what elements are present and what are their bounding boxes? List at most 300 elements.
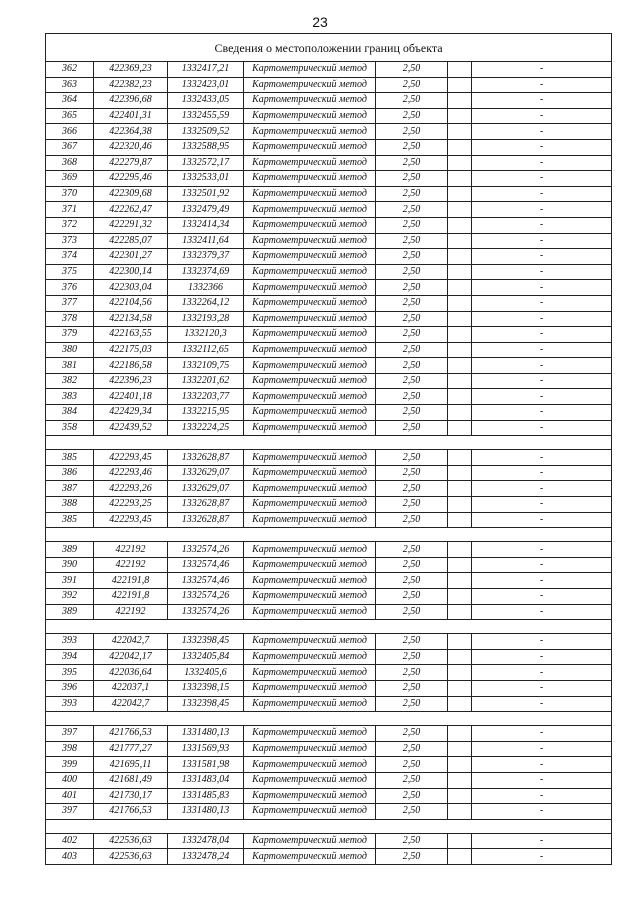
table-row [46, 311, 612, 327]
empty-cell [448, 512, 472, 528]
description-cell: - [472, 233, 612, 249]
point-number-cell: 369 [46, 171, 94, 187]
empty-cell [448, 757, 472, 773]
empty-cell [448, 497, 472, 513]
table-row [46, 93, 612, 109]
method-cell: Картометрический метод [244, 389, 376, 405]
separator-cell [376, 712, 448, 726]
accuracy-cell: 2,50 [376, 557, 448, 573]
separator-cell [472, 528, 612, 542]
point-number-cell: 392 [46, 589, 94, 605]
separator-cell [94, 712, 168, 726]
separator-cell [376, 436, 448, 450]
y-coordinate-cell: 1331581,98 [168, 757, 244, 773]
point-number-cell: 362 [46, 62, 94, 78]
separator-cell [448, 620, 472, 634]
accuracy-cell: 2,50 [376, 804, 448, 820]
x-coordinate-cell: 422192 [94, 542, 168, 558]
table-row [46, 849, 612, 865]
y-coordinate-cell: 1332417,21 [168, 62, 244, 78]
point-number-cell: 395 [46, 665, 94, 681]
description-cell: - [472, 155, 612, 171]
point-number-cell: 400 [46, 772, 94, 788]
table-row [46, 358, 612, 374]
point-number-cell: 381 [46, 358, 94, 374]
empty-cell [448, 77, 472, 93]
point-number-cell: 397 [46, 804, 94, 820]
x-coordinate-cell: 422192 [94, 557, 168, 573]
x-coordinate-cell: 422285,07 [94, 233, 168, 249]
y-coordinate-cell: 1332574,26 [168, 589, 244, 605]
method-cell: Картометрический метод [244, 217, 376, 233]
table-row [46, 171, 612, 187]
x-coordinate-cell: 422320,46 [94, 139, 168, 155]
empty-cell [448, 726, 472, 742]
point-number-cell: 402 [46, 833, 94, 849]
point-number-cell: 396 [46, 680, 94, 696]
separator-cell [448, 712, 472, 726]
table-row [46, 557, 612, 573]
empty-cell [448, 202, 472, 218]
x-coordinate-cell: 422536,63 [94, 849, 168, 865]
point-number-cell: 370 [46, 186, 94, 202]
method-cell: Картометрический метод [244, 634, 376, 650]
accuracy-cell: 2,50 [376, 108, 448, 124]
empty-cell [448, 573, 472, 589]
x-coordinate-cell: 422293,25 [94, 497, 168, 513]
y-coordinate-cell: 1332120,3 [168, 327, 244, 343]
empty-cell [448, 139, 472, 155]
accuracy-cell: 2,50 [376, 93, 448, 109]
description-cell: - [472, 804, 612, 820]
y-coordinate-cell: 1332533,01 [168, 171, 244, 187]
point-number-cell: 386 [46, 465, 94, 481]
accuracy-cell: 2,50 [376, 833, 448, 849]
point-number-cell: 389 [46, 604, 94, 620]
separator-cell [244, 620, 376, 634]
empty-cell [448, 833, 472, 849]
y-coordinate-cell: 1332509,52 [168, 124, 244, 140]
page-number: 23 [312, 14, 328, 30]
empty-cell [448, 373, 472, 389]
y-coordinate-cell: 1332574,46 [168, 573, 244, 589]
x-coordinate-cell: 422401,31 [94, 108, 168, 124]
method-cell: Картометрический метод [244, 77, 376, 93]
y-coordinate-cell: 1332398,45 [168, 634, 244, 650]
point-number-cell: 377 [46, 295, 94, 311]
empty-cell [448, 542, 472, 558]
description-cell: - [472, 405, 612, 421]
separator-cell [448, 436, 472, 450]
y-coordinate-cell: 1332411,64 [168, 233, 244, 249]
table-row [46, 202, 612, 218]
method-cell: Картометрический метод [244, 604, 376, 620]
empty-cell [448, 358, 472, 374]
method-cell: Картометрический метод [244, 311, 376, 327]
description-cell: - [472, 589, 612, 605]
method-cell: Картометрический метод [244, 171, 376, 187]
accuracy-cell: 2,50 [376, 77, 448, 93]
method-cell: Картометрический метод [244, 264, 376, 280]
description-cell: - [472, 358, 612, 374]
table-row [46, 264, 612, 280]
y-coordinate-cell: 1331485,83 [168, 788, 244, 804]
accuracy-cell: 2,50 [376, 741, 448, 757]
group-separator [46, 620, 612, 634]
description-cell: - [472, 124, 612, 140]
x-coordinate-cell: 422104,56 [94, 295, 168, 311]
point-number-cell: 399 [46, 757, 94, 773]
point-number-cell: 380 [46, 342, 94, 358]
accuracy-cell: 2,50 [376, 696, 448, 712]
empty-cell [448, 311, 472, 327]
table-row [46, 804, 612, 820]
accuracy-cell: 2,50 [376, 497, 448, 513]
description-cell: - [472, 726, 612, 742]
x-coordinate-cell: 422279,87 [94, 155, 168, 171]
empty-cell [448, 788, 472, 804]
point-number-cell: 401 [46, 788, 94, 804]
description-cell: - [472, 788, 612, 804]
method-cell: Картометрический метод [244, 772, 376, 788]
description-cell: - [472, 280, 612, 296]
description-cell: - [472, 512, 612, 528]
y-coordinate-cell: 1332374,69 [168, 264, 244, 280]
method-cell: Картометрический метод [244, 542, 376, 558]
empty-cell [448, 186, 472, 202]
y-coordinate-cell: 1332628,87 [168, 497, 244, 513]
empty-cell [448, 405, 472, 421]
y-coordinate-cell: 1332193,28 [168, 311, 244, 327]
description-cell: - [472, 202, 612, 218]
point-number-cell: 385 [46, 512, 94, 528]
y-coordinate-cell: 1332629,07 [168, 481, 244, 497]
accuracy-cell: 2,50 [376, 788, 448, 804]
accuracy-cell: 2,50 [376, 481, 448, 497]
table-row [46, 295, 612, 311]
x-coordinate-cell: 422293,45 [94, 450, 168, 466]
y-coordinate-cell: 1332588,95 [168, 139, 244, 155]
x-coordinate-cell: 422191,8 [94, 573, 168, 589]
method-cell: Картометрический метод [244, 557, 376, 573]
empty-cell [448, 62, 472, 78]
method-cell: Картометрический метод [244, 465, 376, 481]
method-cell: Картометрический метод [244, 512, 376, 528]
y-coordinate-cell: 1332574,46 [168, 557, 244, 573]
x-coordinate-cell: 421681,49 [94, 772, 168, 788]
empty-cell [448, 849, 472, 865]
separator-cell [244, 712, 376, 726]
method-cell: Картометрический метод [244, 788, 376, 804]
empty-cell [448, 264, 472, 280]
table-row [46, 696, 612, 712]
method-cell: Картометрический метод [244, 573, 376, 589]
x-coordinate-cell: 421766,53 [94, 804, 168, 820]
accuracy-cell: 2,50 [376, 264, 448, 280]
table-row [46, 450, 612, 466]
separator-cell [244, 819, 376, 833]
y-coordinate-cell: 1332405,6 [168, 665, 244, 681]
method-cell: Картометрический метод [244, 280, 376, 296]
x-coordinate-cell: 422396,68 [94, 93, 168, 109]
accuracy-cell: 2,50 [376, 573, 448, 589]
table-row [46, 77, 612, 93]
method-cell: Картометрический метод [244, 696, 376, 712]
method-cell: Картометрический метод [244, 589, 376, 605]
point-number-cell: 372 [46, 217, 94, 233]
accuracy-cell: 2,50 [376, 405, 448, 421]
point-number-cell: 382 [46, 373, 94, 389]
description-cell: - [472, 757, 612, 773]
method-cell: Картометрический метод [244, 665, 376, 681]
description-cell: - [472, 833, 612, 849]
table-row [46, 772, 612, 788]
point-number-cell: 371 [46, 202, 94, 218]
y-coordinate-cell: 1332414,34 [168, 217, 244, 233]
separator-cell [46, 528, 94, 542]
group-separator [46, 436, 612, 450]
empty-cell [448, 465, 472, 481]
description-cell: - [472, 249, 612, 265]
point-number-cell: 397 [46, 726, 94, 742]
table-title-row [46, 34, 612, 62]
point-number-cell: 374 [46, 249, 94, 265]
empty-cell [448, 680, 472, 696]
method-cell: Картометрический метод [244, 233, 376, 249]
x-coordinate-cell: 422042,7 [94, 634, 168, 650]
accuracy-cell: 2,50 [376, 757, 448, 773]
separator-cell [376, 528, 448, 542]
y-coordinate-cell: 1332478,24 [168, 849, 244, 865]
point-number-cell: 387 [46, 481, 94, 497]
method-cell: Картометрический метод [244, 358, 376, 374]
method-cell: Картометрический метод [244, 373, 376, 389]
x-coordinate-cell: 422300,14 [94, 264, 168, 280]
description-cell: - [472, 217, 612, 233]
table-row [46, 589, 612, 605]
x-coordinate-cell: 422163,55 [94, 327, 168, 343]
point-number-cell: 388 [46, 497, 94, 513]
point-number-cell: 364 [46, 93, 94, 109]
y-coordinate-cell: 1332423,01 [168, 77, 244, 93]
empty-cell [448, 124, 472, 140]
x-coordinate-cell: 422295,46 [94, 171, 168, 187]
x-coordinate-cell: 422364,38 [94, 124, 168, 140]
table-row [46, 124, 612, 140]
separator-cell [168, 620, 244, 634]
description-cell: - [472, 741, 612, 757]
boundary-table [45, 33, 612, 865]
point-number-cell: 365 [46, 108, 94, 124]
table-row [46, 680, 612, 696]
group-separator [46, 528, 612, 542]
y-coordinate-cell: 1332629,07 [168, 465, 244, 481]
description-cell: - [472, 171, 612, 187]
accuracy-cell: 2,50 [376, 680, 448, 696]
x-coordinate-cell: 422042,17 [94, 649, 168, 665]
empty-cell [448, 171, 472, 187]
description-cell: - [472, 649, 612, 665]
y-coordinate-cell: 1331480,13 [168, 726, 244, 742]
description-cell: - [472, 604, 612, 620]
point-number-cell: 383 [46, 389, 94, 405]
accuracy-cell: 2,50 [376, 249, 448, 265]
separator-cell [376, 620, 448, 634]
x-coordinate-cell: 422369,23 [94, 62, 168, 78]
table-row [46, 634, 612, 650]
x-coordinate-cell: 422186,58 [94, 358, 168, 374]
x-coordinate-cell: 421766,53 [94, 726, 168, 742]
empty-cell [448, 772, 472, 788]
table-row [46, 465, 612, 481]
description-cell: - [472, 342, 612, 358]
table-row [46, 139, 612, 155]
y-coordinate-cell: 1332628,87 [168, 450, 244, 466]
table-row [46, 327, 612, 343]
accuracy-cell: 2,50 [376, 295, 448, 311]
method-cell: Картометрический метод [244, 497, 376, 513]
x-coordinate-cell: 422382,23 [94, 77, 168, 93]
method-cell: Картометрический метод [244, 62, 376, 78]
empty-cell [448, 327, 472, 343]
y-coordinate-cell: 1332109,75 [168, 358, 244, 374]
separator-cell [244, 528, 376, 542]
table-row [46, 741, 612, 757]
separator-cell [46, 620, 94, 634]
method-cell: Картометрический метод [244, 649, 376, 665]
table-row [46, 217, 612, 233]
description-cell: - [472, 373, 612, 389]
point-number-cell: 379 [46, 327, 94, 343]
accuracy-cell: 2,50 [376, 280, 448, 296]
table-row [46, 155, 612, 171]
point-number-cell: 391 [46, 573, 94, 589]
point-number-cell: 393 [46, 696, 94, 712]
group-separator [46, 712, 612, 726]
y-coordinate-cell: 1332574,26 [168, 542, 244, 558]
empty-cell [448, 804, 472, 820]
x-coordinate-cell: 422536,63 [94, 833, 168, 849]
method-cell: Картометрический метод [244, 757, 376, 773]
point-number-cell: 373 [46, 233, 94, 249]
accuracy-cell: 2,50 [376, 589, 448, 605]
separator-cell [472, 712, 612, 726]
x-coordinate-cell: 422191,8 [94, 589, 168, 605]
x-coordinate-cell: 422134,58 [94, 311, 168, 327]
method-cell: Картометрический метод [244, 93, 376, 109]
y-coordinate-cell: 1332398,45 [168, 696, 244, 712]
table-row [46, 649, 612, 665]
x-coordinate-cell: 422036,64 [94, 665, 168, 681]
x-coordinate-cell: 422293,46 [94, 465, 168, 481]
table-row [46, 108, 612, 124]
y-coordinate-cell: 1331480,13 [168, 804, 244, 820]
description-cell: - [472, 139, 612, 155]
method-cell: Картометрический метод [244, 108, 376, 124]
description-cell: - [472, 311, 612, 327]
empty-cell [448, 741, 472, 757]
table-row [46, 481, 612, 497]
table-row [46, 62, 612, 78]
accuracy-cell: 2,50 [376, 202, 448, 218]
description-cell: - [472, 542, 612, 558]
table-row [46, 405, 612, 421]
point-number-cell: 403 [46, 849, 94, 865]
description-cell: - [472, 186, 612, 202]
table-row [46, 186, 612, 202]
separator-cell [168, 436, 244, 450]
accuracy-cell: 2,50 [376, 420, 448, 436]
x-coordinate-cell: 422303,04 [94, 280, 168, 296]
point-number-cell: 367 [46, 139, 94, 155]
x-coordinate-cell: 422309,68 [94, 186, 168, 202]
description-cell: - [472, 62, 612, 78]
y-coordinate-cell: 1332112,65 [168, 342, 244, 358]
point-number-cell: 375 [46, 264, 94, 280]
point-number-cell: 366 [46, 124, 94, 140]
table-row [46, 512, 612, 528]
accuracy-cell: 2,50 [376, 139, 448, 155]
accuracy-cell: 2,50 [376, 373, 448, 389]
accuracy-cell: 2,50 [376, 465, 448, 481]
method-cell: Картометрический метод [244, 327, 376, 343]
point-number-cell: 368 [46, 155, 94, 171]
description-cell: - [472, 327, 612, 343]
method-cell: Картометрический метод [244, 804, 376, 820]
group-separator [46, 819, 612, 833]
empty-cell [448, 93, 472, 109]
x-coordinate-cell: 422291,32 [94, 217, 168, 233]
x-coordinate-cell: 421777,27 [94, 741, 168, 757]
separator-cell [94, 620, 168, 634]
point-number-cell: 363 [46, 77, 94, 93]
accuracy-cell: 2,50 [376, 634, 448, 650]
method-cell: Картометрический метод [244, 450, 376, 466]
separator-cell [448, 819, 472, 833]
accuracy-cell: 2,50 [376, 124, 448, 140]
accuracy-cell: 2,50 [376, 389, 448, 405]
description-cell: - [472, 450, 612, 466]
method-cell: Картометрический метод [244, 833, 376, 849]
description-cell: - [472, 573, 612, 589]
y-coordinate-cell: 1332572,17 [168, 155, 244, 171]
x-coordinate-cell: 422429,34 [94, 405, 168, 421]
table-row [46, 788, 612, 804]
separator-cell [472, 819, 612, 833]
empty-cell [448, 481, 472, 497]
x-coordinate-cell: 422037,1 [94, 680, 168, 696]
accuracy-cell: 2,50 [376, 604, 448, 620]
accuracy-cell: 2,50 [376, 327, 448, 343]
description-cell: - [472, 557, 612, 573]
table-title: Сведения о местоположении границ объекта [46, 34, 612, 62]
empty-cell [448, 280, 472, 296]
separator-cell [94, 819, 168, 833]
x-coordinate-cell: 422293,45 [94, 512, 168, 528]
y-coordinate-cell: 1332203,77 [168, 389, 244, 405]
description-cell: - [472, 696, 612, 712]
description-cell: - [472, 634, 612, 650]
x-coordinate-cell: 422301,27 [94, 249, 168, 265]
description-cell: - [472, 108, 612, 124]
separator-cell [94, 436, 168, 450]
accuracy-cell: 2,50 [376, 772, 448, 788]
method-cell: Картометрический метод [244, 139, 376, 155]
empty-cell [448, 604, 472, 620]
y-coordinate-cell: 1332379,37 [168, 249, 244, 265]
accuracy-cell: 2,50 [376, 849, 448, 865]
description-cell: - [472, 665, 612, 681]
